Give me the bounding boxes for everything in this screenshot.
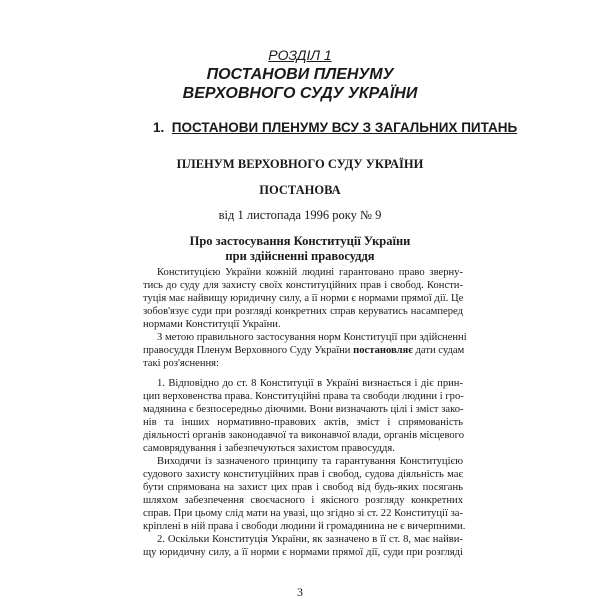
text-line: 1. Відповідно до ст. 8 Конституції в Україні визнається і діє прин- <box>157 378 463 389</box>
page-number: 3 <box>297 585 303 599</box>
text-fragment: правосуддя Пленум Верховного Суду України <box>143 345 354 356</box>
text-fragment: дати судам <box>412 345 465 356</box>
section-heading <box>153 120 517 135</box>
document-type: ПОСТАНОВА <box>259 183 341 197</box>
text-line: діяльності органів законодавчої та виконавчої влади, органів місцевого <box>143 430 465 441</box>
text-line: Виходячи із зазначеного принципу та гарантування Конституцією <box>157 456 463 467</box>
subject-line: при здійсненні правосуддя <box>225 249 375 263</box>
text-line: мадянина є безпосередньо діючими. Вони визначають цілі і зміст зако- <box>143 404 464 415</box>
text-line: 2. Оскільки Конституція України, як зазначено в її ст. 8, має найви- <box>157 534 463 545</box>
text-line: Конституцією України кожній людині гарантовано право зверну- <box>157 267 463 278</box>
chapter-title-line: ВЕРХОВНОГО СУДУ УКРАЇНИ <box>182 85 418 102</box>
text-line: З метою правильного застосування норм Конституції при здійсненні <box>157 332 467 343</box>
document-subject <box>0 234 600 264</box>
text-line: нормами Конституції України. <box>143 319 281 330</box>
text-line: бути спрямована на захист цих прав і свобод від будь-яких посягань <box>143 482 463 493</box>
chapter-label: РОЗДІЛ 1 <box>268 47 332 63</box>
text-line: самоврядування і забезпечуються захистом правосуддя. <box>143 443 395 454</box>
text-line: тись до суду для захисту своїх конституційних прав і свобод. Консти- <box>143 280 463 291</box>
emphasis: постановляє <box>353 345 413 356</box>
text-line: зобов'язує суди при розгляді конкретних справ керуватись насамперед <box>143 306 463 317</box>
section-title: ПОСТАНОВИ ПЛЕНУМУ ВСУ З ЗАГАЛЬНИХ ПИТАНЬ <box>171 120 518 135</box>
chapter-title <box>0 65 600 103</box>
section-number: 1. <box>153 120 165 135</box>
document-date: від 1 листопада 1996 року № 9 <box>218 208 382 222</box>
text-line: кріплені в ній права і свободи людини й громадянина не є вичерпними. <box>143 521 466 532</box>
text-line: такі роз'яснення: <box>143 358 219 369</box>
issuer: ПЛЕНУМ ВЕРХОВНОГО СУДУ УКРАЇНИ <box>176 157 424 171</box>
text-line <box>143 344 463 357</box>
text-line: туція має найвищу юридичну силу, а її норми є нормами прямої дії. Це <box>143 293 464 304</box>
preamble <box>143 266 467 370</box>
text-line: шляхом забезпечення своєчасного і якісного розгляду конкретних <box>143 495 463 506</box>
text-line: судового захисту конституційних прав і свобод, судова діяльність має <box>143 469 463 480</box>
text-line: щу юридичну силу, а її норми є нормами прямої дії, суди при розгляді <box>143 547 463 558</box>
text-line: цип верховенства права. Конституційні права та свободи людини і гро- <box>143 391 464 402</box>
text-line: справ. При цьому слід мати на увазі, що згідно зі ст. 22 Конституції за- <box>143 508 463 519</box>
subject-line: Про застосування Конституції України <box>189 234 411 248</box>
text-line: нів та інших нормативно-правових актів, зміст і спрямованість <box>143 417 463 428</box>
chapter-title-line: ПОСТАНОВИ ПЛЕНУМУ <box>206 66 394 83</box>
clauses <box>143 377 466 559</box>
